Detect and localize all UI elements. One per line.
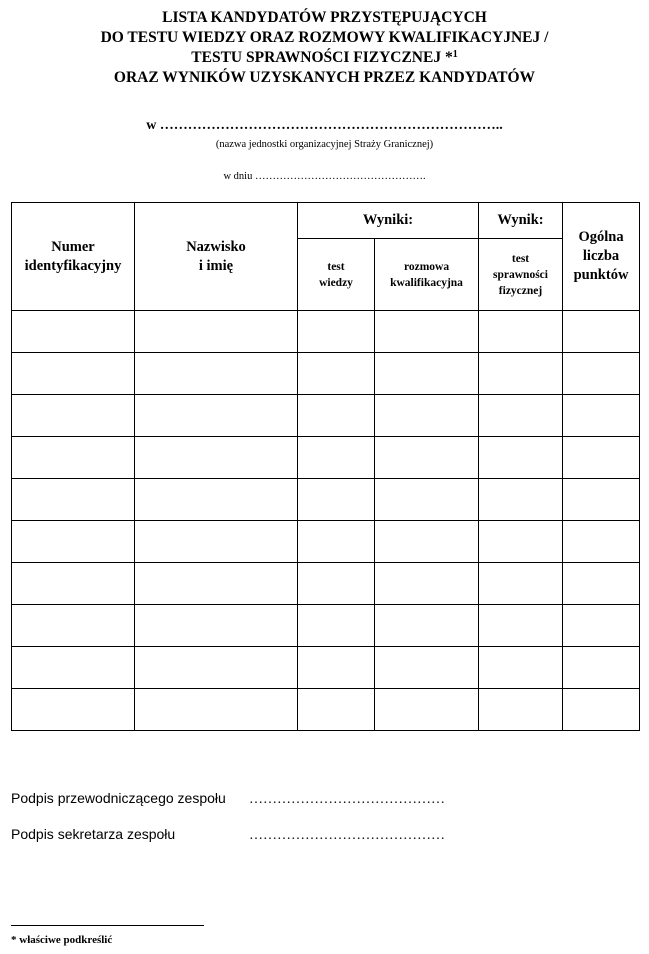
fitness-cell[interactable] xyxy=(479,311,563,353)
header-result-group: Wynik: xyxy=(479,203,563,239)
id-cell[interactable] xyxy=(12,563,135,605)
header-total-points: Ogólna liczba punktów xyxy=(563,203,640,311)
total-cell[interactable] xyxy=(563,605,640,647)
fitness-cell[interactable] xyxy=(479,647,563,689)
candidates-table xyxy=(11,202,640,731)
unit-name-field[interactable]: w ……………………………………………………………….. xyxy=(146,118,503,133)
id-cell[interactable] xyxy=(12,353,135,395)
table-row xyxy=(12,647,640,689)
table-row xyxy=(12,563,640,605)
fitness-cell[interactable] xyxy=(479,521,563,563)
name-cell[interactable] xyxy=(135,353,298,395)
name-cell[interactable] xyxy=(135,605,298,647)
interview-cell[interactable] xyxy=(375,437,479,479)
total-cell[interactable] xyxy=(563,689,640,731)
interview-cell[interactable] xyxy=(375,479,479,521)
name-cell[interactable] xyxy=(135,479,298,521)
header-id-number: Numer identyfikacyjny xyxy=(12,203,135,311)
interview-cell[interactable] xyxy=(375,353,479,395)
interview-cell[interactable] xyxy=(375,521,479,563)
footnote-marker: 1 xyxy=(452,49,458,60)
header-results-group: Wyniki: xyxy=(298,203,479,239)
total-cell[interactable] xyxy=(563,563,640,605)
interview-cell[interactable] xyxy=(375,647,479,689)
knowledge-cell[interactable] xyxy=(298,353,375,395)
table-row xyxy=(12,437,640,479)
fitness-cell[interactable] xyxy=(479,395,563,437)
knowledge-cell[interactable] xyxy=(298,521,375,563)
total-cell[interactable] xyxy=(563,311,640,353)
knowledge-cell[interactable] xyxy=(298,647,375,689)
total-cell[interactable] xyxy=(563,521,640,563)
chair-signature-field[interactable]: …………………………………… xyxy=(249,792,445,807)
name-cell[interactable] xyxy=(135,395,298,437)
table-row xyxy=(12,353,640,395)
name-cell[interactable] xyxy=(135,563,298,605)
name-cell[interactable] xyxy=(135,647,298,689)
knowledge-cell[interactable] xyxy=(298,437,375,479)
footnote-divider xyxy=(11,925,204,926)
chair-signature-line xyxy=(11,790,445,808)
title-line-1: LISTA KANDYDATÓW PRZYSTĘPUJĄCYCH xyxy=(162,9,487,26)
total-cell[interactable] xyxy=(563,395,640,437)
name-cell[interactable] xyxy=(135,521,298,563)
knowledge-cell[interactable] xyxy=(298,311,375,353)
knowledge-cell[interactable] xyxy=(298,563,375,605)
interview-cell[interactable] xyxy=(375,689,479,731)
table-row xyxy=(12,605,640,647)
total-cell[interactable] xyxy=(563,647,640,689)
interview-cell[interactable] xyxy=(375,395,479,437)
total-cell[interactable] xyxy=(563,437,640,479)
id-cell[interactable] xyxy=(12,647,135,689)
table-row xyxy=(12,689,640,731)
fitness-cell[interactable] xyxy=(479,479,563,521)
fitness-cell[interactable] xyxy=(479,353,563,395)
header-knowledge-test: test wiedzy xyxy=(298,239,375,311)
header-interview: rozmowa kwalifikacyjna xyxy=(375,239,479,311)
date-field[interactable]: w dniu …………………………………………. xyxy=(223,171,426,182)
fitness-cell[interactable] xyxy=(479,605,563,647)
interview-cell[interactable] xyxy=(375,311,479,353)
id-cell[interactable] xyxy=(12,521,135,563)
table-row xyxy=(12,395,640,437)
total-cell[interactable] xyxy=(563,479,640,521)
secretary-signature-field[interactable]: …………………………………… xyxy=(249,828,445,843)
unit-name-caption: (nazwa jednostki organizacyjnej Straży Granicznej) xyxy=(215,139,434,150)
footnote: * właściwe podkreślić xyxy=(11,934,113,946)
chair-signature-label: Podpis przewodniczącego zespołu xyxy=(11,790,226,806)
id-cell[interactable] xyxy=(12,311,135,353)
knowledge-cell[interactable] xyxy=(298,395,375,437)
table-row xyxy=(12,521,640,563)
id-cell[interactable] xyxy=(12,437,135,479)
header-full-name: Nazwisko i imię xyxy=(135,203,298,311)
interview-cell[interactable] xyxy=(375,605,479,647)
document-title xyxy=(0,8,649,88)
fitness-cell[interactable] xyxy=(479,689,563,731)
id-cell[interactable] xyxy=(12,395,135,437)
name-cell[interactable] xyxy=(135,311,298,353)
knowledge-cell[interactable] xyxy=(298,605,375,647)
id-cell[interactable] xyxy=(12,689,135,731)
title-line-4: ORAZ WYNIKÓW UZYSKANYCH PRZEZ KANDYDATÓW xyxy=(113,69,536,86)
id-cell[interactable] xyxy=(12,605,135,647)
fitness-cell[interactable] xyxy=(479,437,563,479)
name-cell[interactable] xyxy=(135,689,298,731)
knowledge-cell[interactable] xyxy=(298,689,375,731)
name-cell[interactable] xyxy=(135,437,298,479)
table-row xyxy=(12,479,640,521)
table-body xyxy=(12,311,640,731)
secretary-signature-line xyxy=(11,826,445,844)
title-line-3: TESTU SPRAWNOŚCI FIZYCZNEJ *$^1$ xyxy=(191,49,458,66)
total-cell[interactable] xyxy=(563,353,640,395)
header-fitness-test: test sprawności fizycznej xyxy=(479,239,563,311)
fitness-cell[interactable] xyxy=(479,563,563,605)
knowledge-cell[interactable] xyxy=(298,479,375,521)
title-line-2: DO TESTU WIEDZY ORAZ ROZMOWY KWALIFIKACYJNEJ / xyxy=(100,29,549,46)
table-row xyxy=(12,311,640,353)
secretary-signature-label: Podpis sekretarza zespołu xyxy=(11,826,176,842)
interview-cell[interactable] xyxy=(375,563,479,605)
id-cell[interactable] xyxy=(12,479,135,521)
